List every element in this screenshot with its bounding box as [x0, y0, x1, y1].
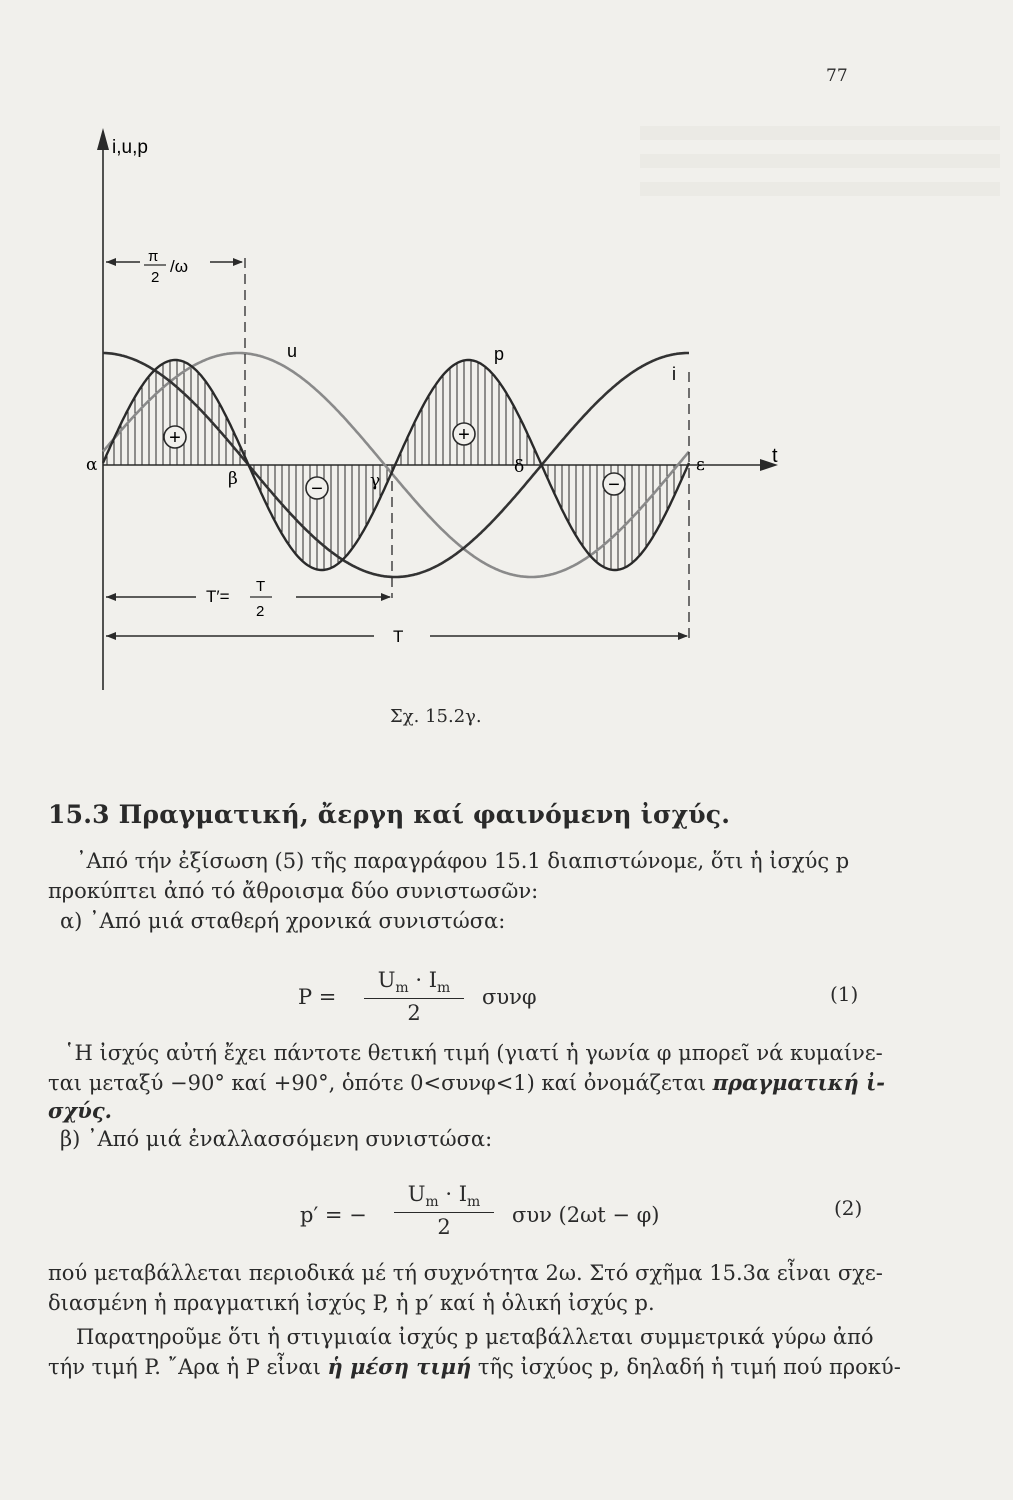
plus-sign-1: +: [169, 427, 181, 449]
dimension-arrow-icon: [106, 258, 116, 266]
eq2-rhs: συν (2ωt − φ): [512, 1203, 660, 1227]
label-i: i: [672, 364, 676, 384]
phase-label-two: 2: [151, 269, 160, 286]
eq2-number: (2): [834, 1196, 863, 1220]
phase-label-pi: π: [148, 248, 159, 265]
half-period-T: T: [256, 578, 266, 595]
point-label-delta: δ: [514, 457, 525, 477]
paragraph-4-line-2: τήν τιμή P. ῎Αρα ἡ P εἶναι ἡ μέση τιμή τῆς ἰσχύος p, δηλαδή ἡ τιμή πού προκύ-: [48, 1354, 901, 1379]
paragraph-4-line-1: Παρατηροῦμε ὅτι ἡ στιγμιαία ἰσχύς p μεταβάλλεται συμμετρικά γύρω ἀπό: [76, 1325, 874, 1349]
minus-sign-1: −: [311, 478, 323, 500]
period-label: T: [393, 627, 404, 646]
section-heading: 15.3 Πραγματική, ἄεργη καί φαινόμενη ἰσχύς.: [48, 800, 731, 829]
paragraph-2-line-2: ται μεταξύ −90° καί +90°, ὁπότε 0<συνφ<1) καί ὀνομάζεται πραγματική ἰ-: [48, 1070, 885, 1095]
label-p: p: [494, 344, 505, 364]
paragraph-3-line-1: πού μεταβάλλεται περιοδικά μέ τή συχνότητα 2ω. Στό σχῆμα 15.3α εἶναι σχε-: [48, 1261, 883, 1285]
dimension-arrow-icon: [678, 632, 688, 640]
label-u: u: [287, 341, 298, 361]
plus-sign-2: +: [458, 424, 470, 446]
eq1-lhs: P =: [298, 985, 337, 1009]
dimension-arrow-icon: [106, 593, 116, 601]
point-label-gamma: γ: [370, 471, 381, 491]
eq1-rhs: συνφ: [482, 985, 537, 1009]
emphasis-real-power: πραγματική ἰ-: [712, 1070, 885, 1095]
paragraph-1-line-1: ᾿Από τήν ἐξίσωση (5) τῆς παραγράφου 15.1 διαπιστώνομε, ὅτι ἡ ἰσχύς p: [76, 849, 850, 873]
page-number: 77: [826, 66, 848, 86]
eq2-fraction: $\frac{U_m \cdot I_m}{2}$: [394, 1182, 494, 1239]
dimension-arrow-icon: [106, 632, 116, 640]
phase-label-omega: /ω: [170, 257, 188, 276]
half-period-two: 2: [256, 603, 265, 620]
point-label-alpha: α: [86, 455, 98, 475]
half-period-lhs: T′=: [206, 587, 230, 606]
figure-caption: Σχ. 15.2γ.: [390, 706, 482, 727]
paragraph-2-line-3: σχύς.: [48, 1098, 112, 1123]
paragraph-1-line-2: προκύπτει ἀπό τό ἄθροισμα δύο συνιστωσῶν:: [48, 879, 539, 903]
point-label-epsilon: ε: [696, 455, 705, 475]
eq1-fraction: $\frac{U_m \cdot I_m}{2}$: [364, 968, 464, 1025]
item-b: β) ᾿Από μιά ἐναλλασσόμενη συνιστώσα:: [60, 1127, 493, 1151]
point-label-beta: β: [228, 469, 238, 489]
vertical-axis-arrow-icon: [97, 128, 109, 150]
emphasis-mean-value: ἡ μέση τιμή: [327, 1354, 472, 1379]
paragraph-2-line-1: ῾Η ἰσχύς αὐτή ἔχει πάντοτε θετική τιμή (γιατί ἡ γωνία φ μπορεῖ νά κυμαίνε-: [64, 1041, 883, 1065]
eq1-number: (1): [830, 982, 859, 1006]
time-axis-label: t: [772, 445, 778, 467]
eq2-lhs: p′ = −: [300, 1203, 367, 1227]
dimension-arrow-icon: [233, 258, 243, 266]
dimension-arrow-icon: [381, 593, 391, 601]
minus-sign-2: −: [608, 474, 620, 496]
item-a: α) ᾿Από μιά σταθερή χρονικά συνιστώσα:: [60, 909, 506, 933]
paragraph-3-line-2: διασμένη ἡ πραγματική ἰσχύς P, ἡ p′ καί ἡ ὁλική ἰσχύς p.: [48, 1291, 655, 1315]
dashed-guides: [245, 258, 689, 640]
vertical-axis-label: i,u,p: [112, 137, 148, 158]
